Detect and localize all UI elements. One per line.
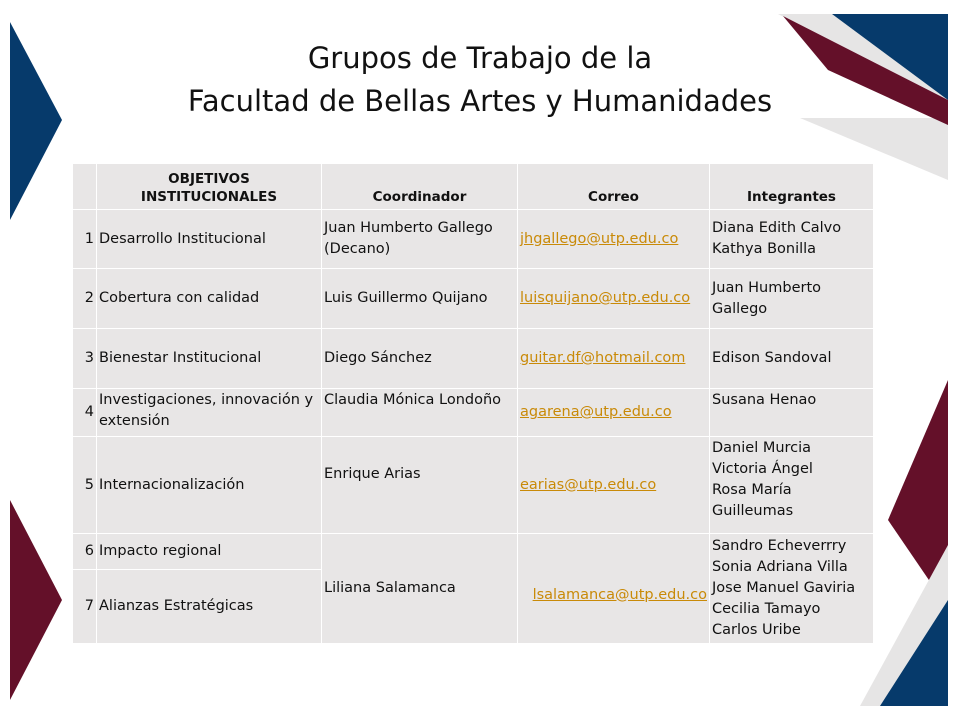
- row-number: 7: [73, 570, 97, 644]
- row-number: 2: [73, 269, 97, 329]
- row-number: 1: [73, 210, 97, 269]
- row-number: 4: [73, 389, 97, 437]
- bottom-right-maroon-shape: [888, 380, 948, 608]
- row-number: 5: [73, 437, 97, 534]
- page-title-line-2: Facultad de Bellas Artes y Humanidades: [187, 84, 773, 118]
- correo-cell: [518, 269, 710, 329]
- integrantes-cell: Edison Sandoval: [710, 329, 874, 389]
- table-row: [73, 329, 874, 389]
- page-title-line-1: Grupos de Trabajo de la: [307, 41, 653, 75]
- header-integrantes: Integrantes: [710, 164, 874, 210]
- groups-table: [72, 163, 874, 644]
- table-row: [73, 437, 874, 534]
- objetivo-cell: Bienestar Institucional: [97, 329, 322, 389]
- coordinador-cell-merged: Liliana Salamanca: [322, 534, 518, 644]
- correo-cell-merged: [518, 534, 710, 644]
- table-row: [73, 534, 874, 570]
- integrantes-cell-merged: Sandro Echeverrry Sonia Adriana Villa Jose Manuel Gaviria Cecilia Tamayo Carlos Uribe: [710, 534, 874, 644]
- header-number: [73, 164, 97, 210]
- email-link[interactable]: earias@utp.edu.co: [520, 476, 657, 493]
- top-right-navy-shape: [832, 14, 948, 100]
- coordinador-cell: Claudia Mónica Londoño: [322, 389, 518, 437]
- header-coordinador: Coordinador: [322, 164, 518, 210]
- coordinador-cell: Enrique Arias: [322, 437, 518, 534]
- row-number: 3: [73, 329, 97, 389]
- email-link[interactable]: jhgallego@utp.edu.co: [520, 230, 679, 247]
- objetivo-cell: Alianzas Estratégicas: [97, 570, 322, 644]
- integrantes-cell: Susana Henao: [710, 389, 874, 437]
- email-link[interactable]: guitar.df@hotmail.com: [520, 350, 686, 366]
- objetivo-cell: Desarrollo Institucional: [97, 210, 322, 269]
- table-row: [73, 389, 874, 437]
- coordinador-cell: Diego Sánchez: [322, 329, 518, 389]
- correo-cell: [518, 389, 710, 437]
- objetivo-cell: Internacionalización: [97, 437, 322, 534]
- objetivo-cell: Investigaciones, innovación y extensión: [97, 389, 322, 437]
- left-navy-chevron: [10, 22, 62, 220]
- table-row: [73, 269, 874, 329]
- integrantes-cell: Daniel Murcia Victoria Ángel Rosa María Guilleumas: [710, 437, 874, 534]
- correo-cell: [518, 210, 710, 269]
- email-link[interactable]: lsalamanca@utp.edu.co: [532, 586, 707, 603]
- correo-cell: [518, 437, 710, 534]
- header-objetivos: OBJETIVOS INSTITUCIONALES: [97, 164, 322, 210]
- table-row: [73, 210, 874, 269]
- bottom-right-navy-shape: [880, 600, 948, 706]
- left-maroon-chevron: [10, 500, 62, 700]
- email-link[interactable]: agarena@utp.edu.co: [520, 404, 672, 420]
- integrantes-cell: Diana Edith Calvo Kathya Bonilla: [710, 210, 874, 269]
- coordinador-cell: Luis Guillermo Quijano: [322, 269, 518, 329]
- header-correo: Correo: [518, 164, 710, 210]
- table-header-row: [73, 164, 874, 210]
- integrantes-cell: Juan Humberto Gallego: [710, 269, 874, 329]
- email-link[interactable]: luisquijano@utp.edu.co: [520, 290, 691, 306]
- objetivo-cell: Cobertura con calidad: [97, 269, 322, 329]
- objetivo-cell: Impacto regional: [97, 534, 322, 570]
- coordinador-cell: Juan Humberto Gallego (Decano): [322, 210, 518, 269]
- row-number: 6: [73, 534, 97, 570]
- correo-cell: [518, 329, 710, 389]
